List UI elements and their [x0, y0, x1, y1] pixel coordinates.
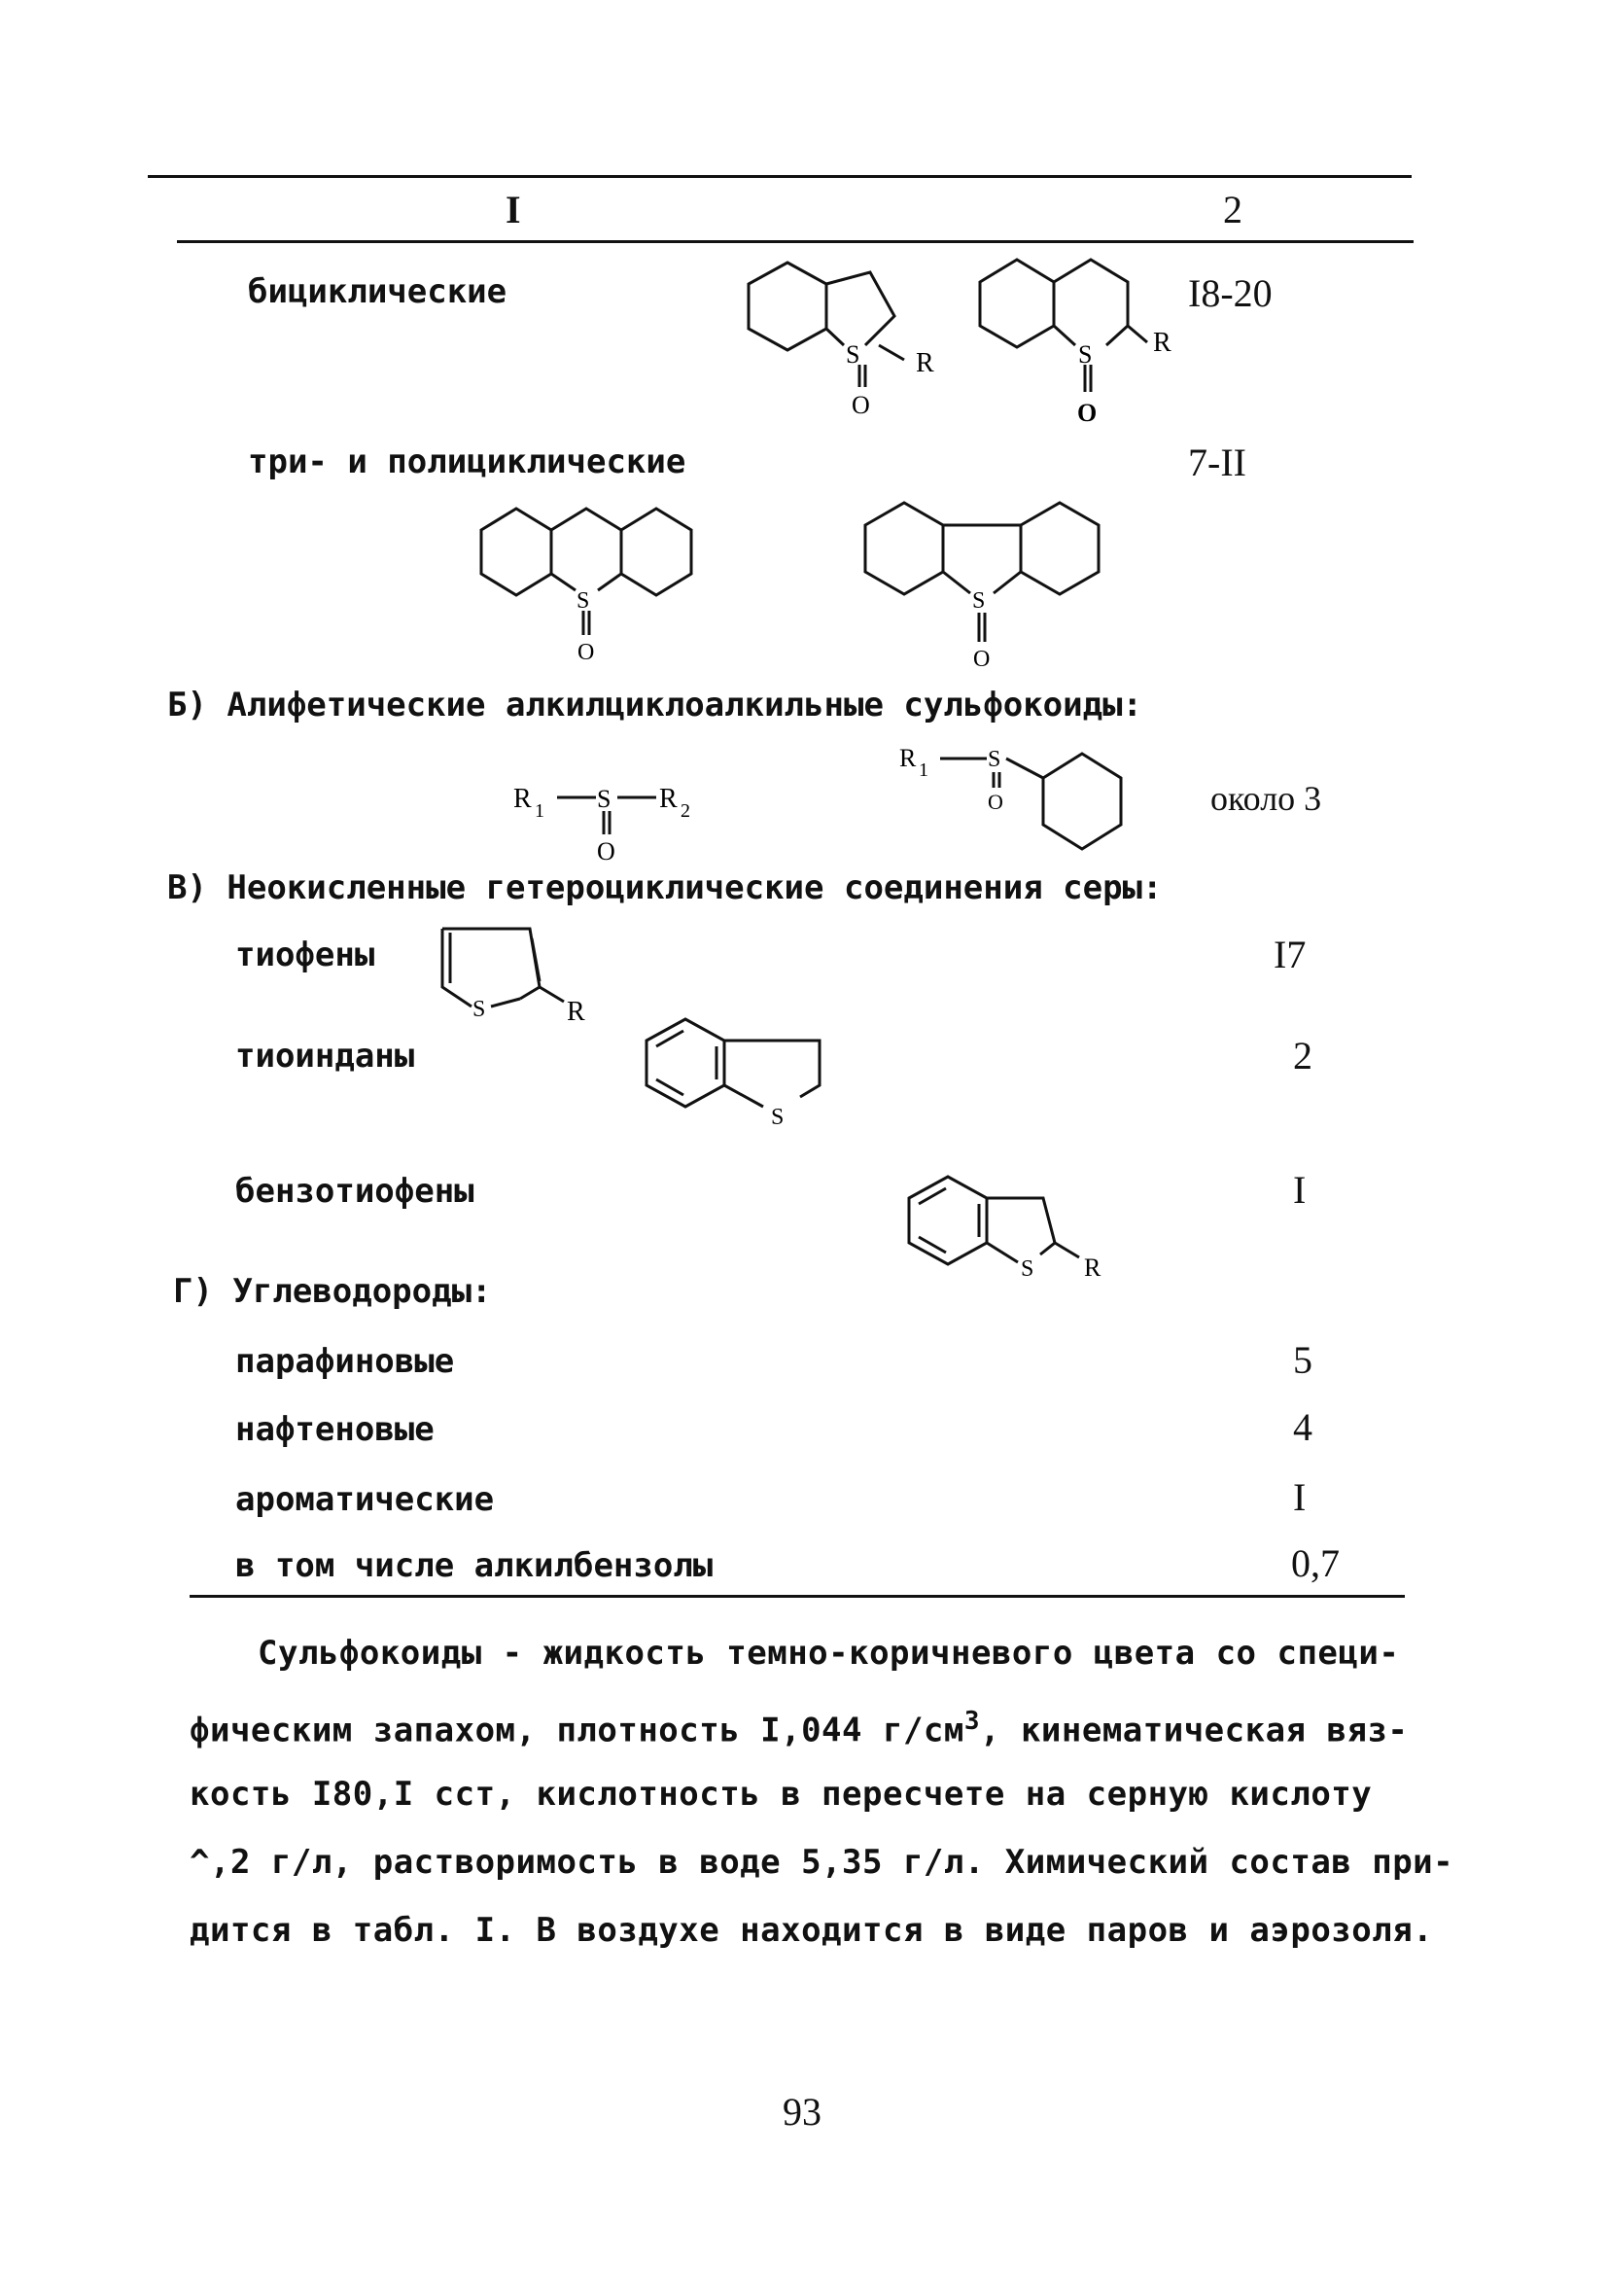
- group-r2: R: [659, 784, 678, 814]
- group-r: R: [1153, 328, 1171, 358]
- atom-sulfur: S: [972, 588, 986, 614]
- row-value-bicyclic: I8-20: [1188, 271, 1273, 315]
- column-header-2: 2: [1223, 188, 1242, 231]
- section-v-heading: В) Неокисленные гетероциклические соединения серы:: [167, 868, 1163, 907]
- structure-benzothiophene: [899, 1157, 1133, 1293]
- group-r1: R: [513, 784, 532, 814]
- row-value-section-b: около 3: [1210, 779, 1322, 818]
- structure-tricyclic-thioxanthene-oxide: [472, 481, 773, 676]
- row-label-thiophenes: тиофены: [235, 936, 375, 974]
- row-label-bicyclic: бициклические: [248, 272, 507, 311]
- row-value-naphthenic: 4: [1293, 1405, 1312, 1449]
- row-label-thioindanes: тиоинданы: [235, 1037, 415, 1076]
- atom-sulfur: S: [472, 997, 486, 1022]
- paragraph-line-2: [190, 1707, 1408, 1749]
- row-value-aromatic: I: [1293, 1475, 1307, 1519]
- atom-sulfur: S: [577, 588, 590, 614]
- atom-oxygen: O: [852, 391, 870, 419]
- group-r1: R: [899, 744, 917, 772]
- column-header-1: I: [506, 188, 521, 231]
- paragraph-line-4: ^,2 г/л, растворимость в воде 5,35 г/л. Химический состав при-: [190, 1843, 1454, 1882]
- atom-oxygen: O: [1077, 399, 1098, 427]
- row-value-thiophenes: I7: [1274, 933, 1307, 976]
- section-g-heading: Г) Углеводороды:: [173, 1272, 492, 1311]
- atom-oxygen: O: [597, 837, 615, 865]
- row-value-thioindanes: 2: [1293, 1034, 1312, 1077]
- structure-alkyl-cyclohexyl-sulfoxide: [899, 739, 1162, 856]
- atom-sulfur: S: [988, 747, 1001, 772]
- paragraph-line-1: Сульфокоиды - жидкость темно-коричневого цвета со специ-: [258, 1634, 1400, 1673]
- atom-sulfur: S: [846, 340, 860, 369]
- subscript-2: 2: [681, 800, 690, 822]
- structure-tricyclic-dibenzothiophene-oxide: [856, 481, 1157, 686]
- subscript-1: 1: [535, 800, 544, 822]
- page-number: 93: [783, 2090, 821, 2134]
- group-r: R: [567, 997, 585, 1027]
- row-label-alkylbenzenes: в том числе алкилбензолы: [235, 1546, 714, 1585]
- row-label-naphthenic: нафтеновые: [235, 1410, 435, 1449]
- structure-thioindane: [637, 1009, 860, 1136]
- structure-dialkyl-sulfoxide: [513, 778, 737, 865]
- row-label-paraffinic: парафиновые: [235, 1342, 455, 1381]
- paragraph-superscript: 3: [963, 1707, 981, 1736]
- row-label-benzothiophenes: бензотиофены: [235, 1172, 474, 1211]
- section-b-heading: Б) Алифетические алкилциклоалкильные сульфокоиды:: [167, 686, 1143, 724]
- row-value-polycyclic: 7-II: [1188, 441, 1246, 484]
- paragraph-line-3: кость I80,I сст, кислотность в пересчете на серную кислоту: [190, 1775, 1373, 1814]
- row-label-aromatic: ароматические: [235, 1480, 495, 1519]
- row-value-benzothiophenes: I: [1293, 1168, 1307, 1212]
- structure-bicyclic-thiane-oxide: [941, 248, 1194, 442]
- atom-sulfur: S: [1078, 340, 1093, 369]
- table-header-rule: [177, 240, 1414, 243]
- structure-thiophene: [433, 919, 608, 1026]
- atom-sulfur: S: [771, 1105, 785, 1130]
- group-r: R: [1084, 1254, 1101, 1282]
- paragraph-line-2-end: , кинематическая вяз-: [980, 1711, 1409, 1750]
- paragraph-line-5: дится в табл. I. В воздухе находится в виде паров и аэрозоля.: [190, 1911, 1434, 1950]
- table-top-rule: [148, 175, 1412, 178]
- table-bottom-rule: [190, 1595, 1405, 1598]
- row-value-paraffinic: 5: [1293, 1338, 1312, 1382]
- atom-oxygen: O: [577, 640, 595, 665]
- group-r: R: [916, 348, 934, 378]
- paragraph-line-2-start: фическим запахом, плотность I,044 г/см: [190, 1711, 964, 1750]
- atom-oxygen: O: [973, 647, 991, 672]
- structure-bicyclic-thiolane-oxide: [700, 248, 953, 442]
- atom-oxygen: O: [988, 790, 1003, 814]
- atom-sulfur: S: [1021, 1256, 1034, 1282]
- row-value-alkylbenzenes: 0,7: [1291, 1541, 1340, 1585]
- row-label-polycyclic: три- и полициклические: [248, 442, 686, 481]
- subscript-1: 1: [919, 759, 928, 781]
- atom-sulfur: S: [597, 785, 612, 813]
